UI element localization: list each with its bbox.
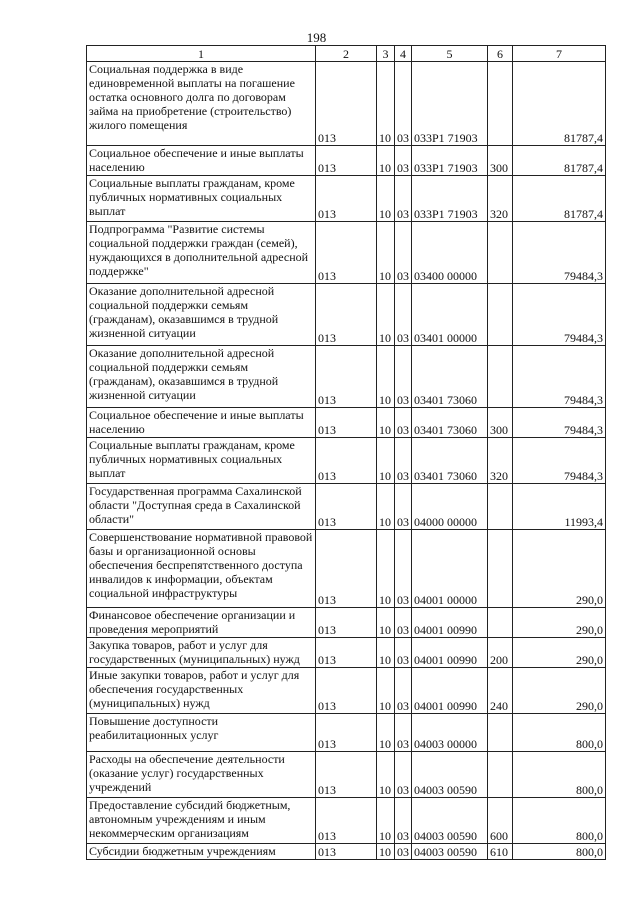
table-row (87, 668, 606, 714)
row-amount: 79484,3 (513, 222, 606, 284)
row-amount: 81787,4 (513, 176, 606, 222)
row-amount: 800,0 (513, 798, 606, 844)
table-row (87, 62, 606, 146)
budget-table (86, 45, 606, 860)
row-target-code: 04003 00590 (412, 798, 488, 844)
row-subsection-code: 03 (395, 638, 412, 668)
row-name: Совершенствование нормативной правовой базы и организационной основы обеспечения беспрепятственного доступа инвалидов к информации, объектам социальной инфраструктуры (87, 530, 316, 608)
row-target-code: 04003 00590 (412, 844, 488, 860)
row-name: Оказание дополнительной адресной социальной поддержки семьям (гражданам), оказавшимся в трудной жизненной ситуации (87, 346, 316, 408)
row-section-code: 10 (377, 408, 395, 438)
row-name: Социальные выплаты гражданам, кроме публичных нормативных социальных выплат (87, 438, 316, 484)
row-section-code: 10 (377, 608, 395, 638)
row-ministry-code: 013 (316, 608, 377, 638)
row-ministry-code: 013 (316, 844, 377, 860)
row-subsection-code: 03 (395, 438, 412, 484)
column-header: 1 (87, 46, 316, 62)
row-expense-type: 240 (488, 668, 513, 714)
row-target-code: 03401 00000 (412, 284, 488, 346)
table-row (87, 844, 606, 860)
row-target-code: 03401 73060 (412, 408, 488, 438)
row-expense-type: 300 (488, 408, 513, 438)
table-row (87, 346, 606, 408)
row-ministry-code: 013 (316, 284, 377, 346)
row-amount: 290,0 (513, 668, 606, 714)
row-expense-type: 320 (488, 438, 513, 484)
table-row (87, 484, 606, 530)
row-target-code: 033P1 71903 (412, 62, 488, 146)
table-row (87, 222, 606, 284)
row-target-code: 04001 00990 (412, 668, 488, 714)
row-target-code: 03401 73060 (412, 438, 488, 484)
row-section-code: 10 (377, 714, 395, 752)
row-amount: 79484,3 (513, 346, 606, 408)
row-ministry-code: 013 (316, 62, 377, 146)
row-expense-type (488, 62, 513, 146)
row-section-code: 10 (377, 176, 395, 222)
row-amount: 800,0 (513, 714, 606, 752)
row-ministry-code: 013 (316, 798, 377, 844)
row-expense-type: 200 (488, 638, 513, 668)
row-ministry-code: 013 (316, 176, 377, 222)
table-row (87, 176, 606, 222)
row-amount: 290,0 (513, 608, 606, 638)
row-subsection-code: 03 (395, 798, 412, 844)
row-subsection-code: 03 (395, 668, 412, 714)
row-name: Иные закупки товаров, работ и услуг для обеспечения государственных (муниципальных) нужд (87, 668, 316, 714)
table-row (87, 530, 606, 608)
table-row (87, 752, 606, 798)
column-header: 4 (395, 46, 412, 62)
row-target-code: 04003 00590 (412, 752, 488, 798)
row-subsection-code: 03 (395, 530, 412, 608)
row-target-code: 04001 00990 (412, 608, 488, 638)
row-target-code: 04003 00000 (412, 714, 488, 752)
row-ministry-code: 013 (316, 638, 377, 668)
table-row (87, 798, 606, 844)
row-section-code: 10 (377, 146, 395, 176)
row-section-code: 10 (377, 222, 395, 284)
row-expense-type (488, 530, 513, 608)
row-subsection-code: 03 (395, 608, 412, 638)
row-amount: 800,0 (513, 752, 606, 798)
row-section-code: 10 (377, 346, 395, 408)
row-ministry-code: 013 (316, 146, 377, 176)
row-target-code: 04000 00000 (412, 484, 488, 530)
row-section-code: 10 (377, 668, 395, 714)
row-subsection-code: 03 (395, 176, 412, 222)
row-subsection-code: 03 (395, 408, 412, 438)
row-name: Предоставление субсидий бюджетным, автономным учреждениям и иным некоммерческим организациям (87, 798, 316, 844)
row-expense-type: 300 (488, 146, 513, 176)
row-ministry-code: 013 (316, 752, 377, 798)
row-name: Повышение доступности реабилитационных услуг (87, 714, 316, 752)
table-row (87, 284, 606, 346)
row-expense-type (488, 284, 513, 346)
row-target-code: 03400 00000 (412, 222, 488, 284)
row-subsection-code: 03 (395, 346, 412, 408)
column-header: 3 (377, 46, 395, 62)
column-header: 5 (412, 46, 488, 62)
row-name: Социальная поддержка в виде единовременной выплаты на погашение остатка основного долга по договорам займа на приобретение (строительство) жилого помещения (87, 62, 316, 146)
row-name: Оказание дополнительной адресной социальной поддержки семьям (гражданам), оказавшимся в трудной жизненной ситуации (87, 284, 316, 346)
row-expense-type (488, 752, 513, 798)
row-expense-type: 610 (488, 844, 513, 860)
row-ministry-code: 013 (316, 530, 377, 608)
row-target-code: 04001 00990 (412, 638, 488, 668)
row-subsection-code: 03 (395, 222, 412, 284)
table-row (87, 408, 606, 438)
row-expense-type (488, 608, 513, 638)
column-header: 6 (488, 46, 513, 62)
row-section-code: 10 (377, 438, 395, 484)
row-section-code: 10 (377, 484, 395, 530)
row-name: Социальное обеспечение и иные выплаты населению (87, 146, 316, 176)
row-target-code: 04001 00000 (412, 530, 488, 608)
row-section-code: 10 (377, 638, 395, 668)
row-target-code: 033P1 71903 (412, 146, 488, 176)
table-row (87, 608, 606, 638)
row-subsection-code: 03 (395, 284, 412, 346)
row-section-code: 10 (377, 62, 395, 146)
row-expense-type (488, 714, 513, 752)
row-amount: 79484,3 (513, 284, 606, 346)
row-name: Расходы на обеспечение деятельности (оказание услуг) государственных учреждений (87, 752, 316, 798)
row-ministry-code: 013 (316, 714, 377, 752)
row-ministry-code: 013 (316, 484, 377, 530)
page-number: 198 (306, 30, 327, 45)
row-name: Закупка товаров, работ и услуг для государственных (муниципальных) нужд (87, 638, 316, 668)
header-row (87, 46, 606, 62)
row-section-code: 10 (377, 530, 395, 608)
table-row (87, 638, 606, 668)
row-amount: 290,0 (513, 530, 606, 608)
row-subsection-code: 03 (395, 146, 412, 176)
row-amount: 290,0 (513, 638, 606, 668)
row-ministry-code: 013 (316, 222, 377, 284)
row-expense-type (488, 222, 513, 284)
row-amount: 81787,4 (513, 146, 606, 176)
row-subsection-code: 03 (395, 844, 412, 860)
row-ministry-code: 013 (316, 438, 377, 484)
row-name: Субсидии бюджетным учреждениям (87, 844, 316, 860)
row-section-code: 10 (377, 844, 395, 860)
row-target-code: 033P1 71903 (412, 176, 488, 222)
column-header: 7 (513, 46, 606, 62)
row-name: Подпрограмма "Развитие системы социальной поддержки граждан (семей), нуждающихся в дополнительной адресной поддержке" (87, 222, 316, 284)
row-name: Финансовое обеспечение организации и проведения мероприятий (87, 608, 316, 638)
row-ministry-code: 013 (316, 408, 377, 438)
row-subsection-code: 03 (395, 714, 412, 752)
row-subsection-code: 03 (395, 752, 412, 798)
row-ministry-code: 013 (316, 668, 377, 714)
row-amount: 79484,3 (513, 408, 606, 438)
row-expense-type (488, 346, 513, 408)
row-expense-type (488, 484, 513, 530)
row-expense-type: 600 (488, 798, 513, 844)
row-name: Государственная программа Сахалинской области "Доступная среда в Сахалинской области" (87, 484, 316, 530)
row-target-code: 03401 73060 (412, 346, 488, 408)
row-name: Социальное обеспечение и иные выплаты населению (87, 408, 316, 438)
row-subsection-code: 03 (395, 62, 412, 146)
row-section-code: 10 (377, 798, 395, 844)
row-section-code: 10 (377, 284, 395, 346)
table-row (87, 438, 606, 484)
row-expense-type: 320 (488, 176, 513, 222)
row-ministry-code: 013 (316, 346, 377, 408)
row-amount: 79484,3 (513, 438, 606, 484)
row-section-code: 10 (377, 752, 395, 798)
row-amount: 11993,4 (513, 484, 606, 530)
table-row (87, 146, 606, 176)
row-amount: 800,0 (513, 844, 606, 860)
column-header: 2 (316, 46, 377, 62)
row-amount: 81787,4 (513, 62, 606, 146)
table-row (87, 714, 606, 752)
row-name: Социальные выплаты гражданам, кроме публичных нормативных социальных выплат (87, 176, 316, 222)
row-subsection-code: 03 (395, 484, 412, 530)
